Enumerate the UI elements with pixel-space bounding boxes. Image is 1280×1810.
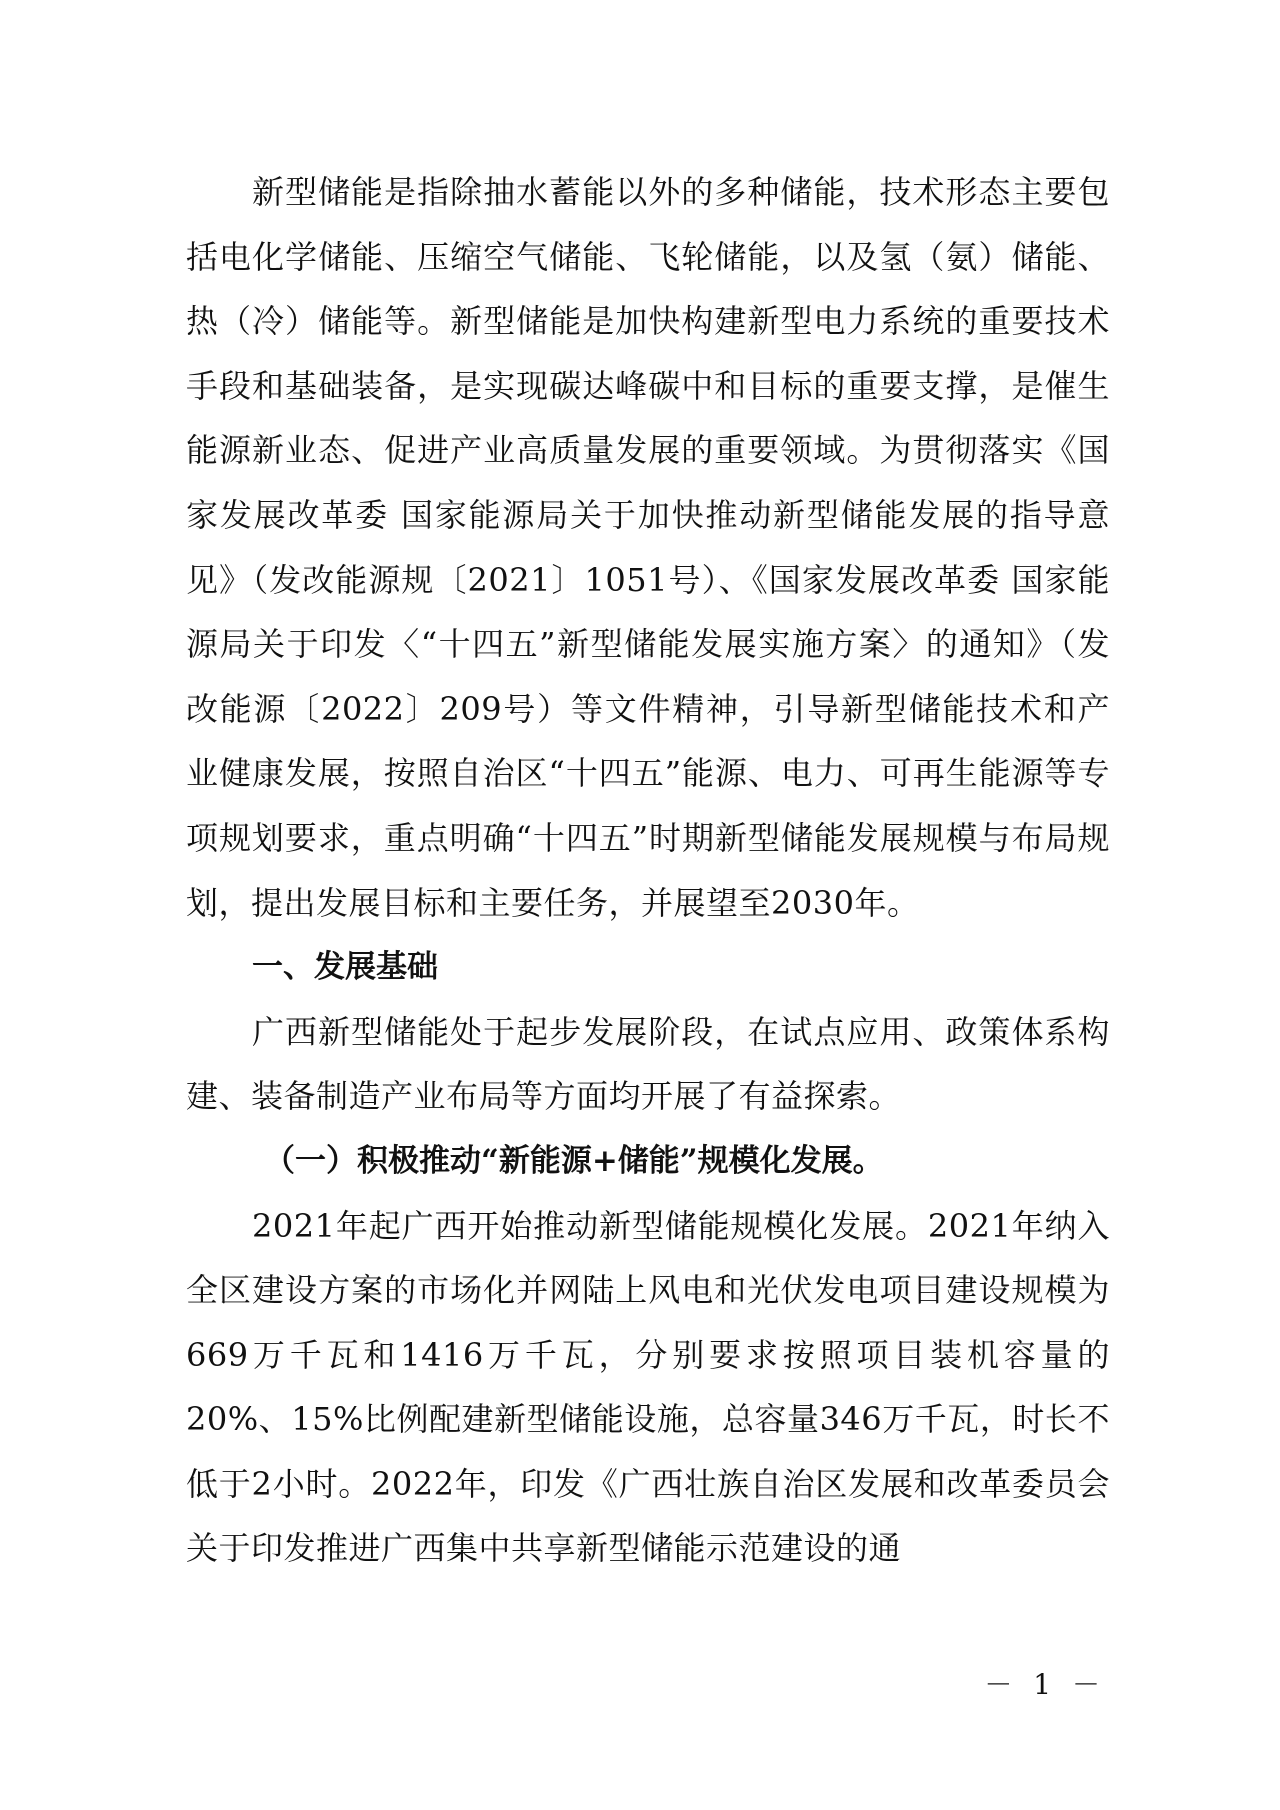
document-page: [186, 160, 1110, 1581]
subsection-1-paragraph: 2021年起广西开始推动新型储能规模化发展。2021年纳入全区建设方案的市场化并网陆上风电和光伏发电项目建设规模为669万千瓦和1416万千瓦，分别要求按照项目装机容量的20%、15%比例配建新型储能设施，总容量346万千瓦，时长不低于2小时。2022年，印发《广西壮族自治区发展和改革委员会关于印发推进广西集中共享新型储能示范建设的通: [186, 1206, 1110, 1568]
page-number: － 1 －: [984, 1668, 1106, 1701]
intro-paragraph: 新型储能是指除抽水蓄能以外的多种储能，技术形态主要包括电化学储能、压缩空气储能、飞轮储能，以及氢（氨）储能、热（冷）储能等。新型储能是加快构建新型电力系统的重要技术手段和基础装备，是实现碳达峰碳中和目标的重要支撑，是催生能源新业态、促进产业高质量发展的重要领域。为贯彻落实《国家发展改革委 国家能源局关于加快推动新型储能发展的指导意见》（发改能源规〔2021〕1051号）、《国家发展改革委 国家能源局关于印发〈“十四五”新型储能发展实施方案〉的通知》（发改能源〔2022〕209号）等文件精神，引导新型储能技术和产业健康发展，按照自治区“十四五”能源、电力、可再生能源等专项规划要求，重点明确“十四五”时期新型储能发展规模与布局规划，提出发展目标和主要任务，并展望至2030年。: [186, 173, 1110, 922]
subsection-heading-new-energy-storage: （一）积极推动“新能源+储能”规模化发展。: [264, 1142, 884, 1179]
section-1-paragraph: 广西新型储能处于起步发展阶段，在试点应用、政策体系构建、装备制造产业布局等方面均开展了有益探索。: [186, 1012, 1110, 1116]
section-heading-development-basis: 一、发展基础: [252, 949, 438, 986]
